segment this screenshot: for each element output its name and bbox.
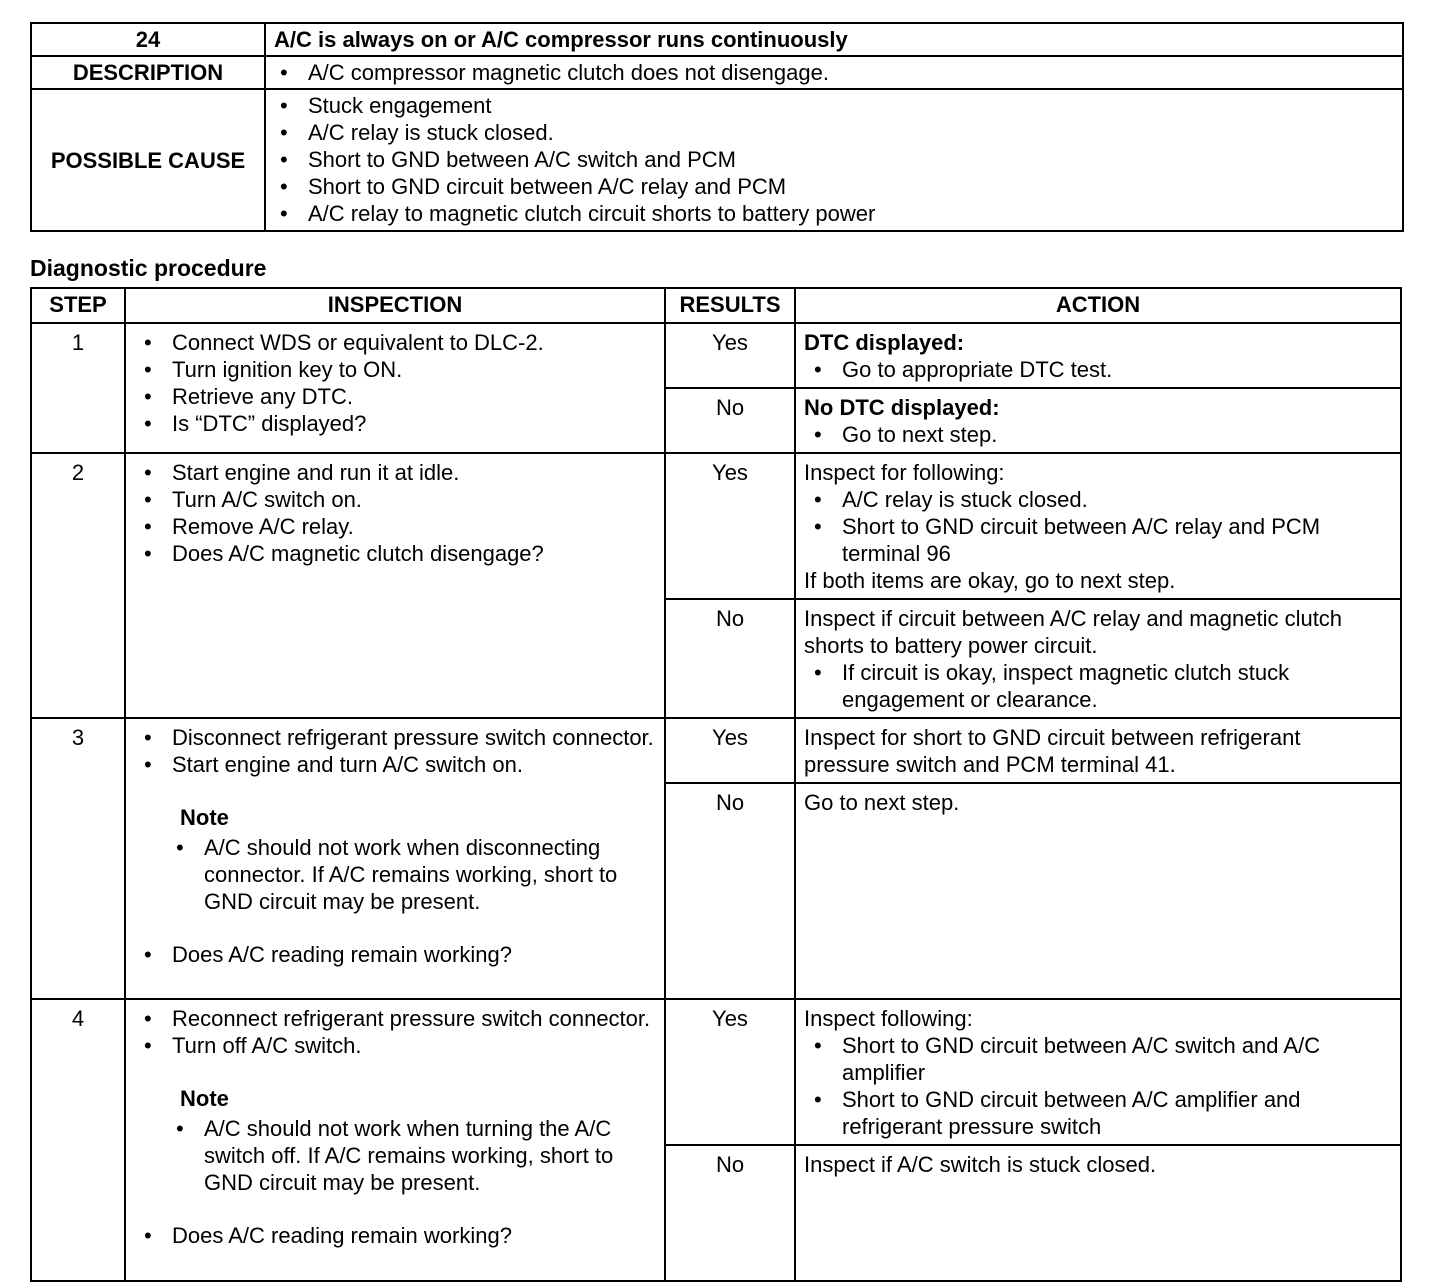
action-item: • Short to GND circuit between A/C relay and PCM terminal 96 [804,513,1392,567]
diagnostic-procedure-table [30,287,1402,1282]
inspection-item: • Reconnect refrigerant pressure switch connector. [142,1005,656,1032]
dtc-header-row [31,23,1403,56]
description-text: • A/C compressor magnetic clutch does not disengage. [278,59,1394,86]
step-4-yes-action [795,999,1401,1145]
step-3-yes-row [31,718,1401,783]
step-1-yes-row [31,323,1401,388]
action-item: • Short to GND circuit between A/C switch and A/C amplifier [804,1032,1392,1086]
possible-cause-item: • Short to GND circuit between A/C relay and PCM [278,173,1394,200]
possible-cause-item: • Stuck engagement [278,92,1394,119]
step-2-no-action [795,599,1401,718]
note-text: • A/C should not work when turning the A/C switch off. If A/C remains working, short to GND circuit may be present. [180,1115,656,1196]
procedure-title: Diagnostic procedure [30,255,267,281]
action-outro: If both items are okay, go to next step. [804,568,1176,593]
note-title: Note [180,1086,229,1111]
action-item: • Short to GND circuit between A/C amplifier and refrigerant pressure switch [804,1086,1392,1140]
result-yes: Yes [665,453,795,599]
result-no: No [665,1145,795,1281]
note-block [180,804,656,915]
possible-cause-label: POSSIBLE CAUSE [31,89,265,231]
inspection-item: • Retrieve any DTC. [142,383,656,410]
inspection-item: • Turn A/C switch on. [142,486,656,513]
action-header: ACTION [795,288,1401,323]
action-item: • A/C relay is stuck closed. [804,486,1392,513]
step-number: 3 [31,718,125,999]
result-yes: Yes [665,718,795,783]
possible-cause-item: • A/C relay is stuck closed. [278,119,1394,146]
possible-cause-item: • A/C relay to magnetic clutch circuit shorts to battery power [278,200,1394,227]
action-intro: Inspect following: [804,1006,973,1031]
procedure-header-row [31,288,1401,323]
step-2-yes-action [795,453,1401,599]
possible-cause-row [31,89,1403,231]
inspection-item: • Remove A/C relay. [142,513,656,540]
step-1-inspection [125,323,665,453]
inspection-item: • Start engine and turn A/C switch on. [142,751,656,778]
inspection-header: INSPECTION [125,288,665,323]
possible-cause-item: • Short to GND between A/C switch and PCM [278,146,1394,173]
inspection-item: • Disconnect refrigerant pressure switch connector. [142,724,656,751]
step-4-inspection [125,999,665,1281]
description-label: DESCRIPTION [31,56,265,89]
inspection-item: • Start engine and run it at idle. [142,459,656,486]
description-row [31,56,1403,89]
action-title: DTC displayed: [804,330,965,355]
note-block [180,1085,656,1196]
results-header: RESULTS [665,288,795,323]
inspection-item: • Turn ignition key to ON. [142,356,656,383]
step-3-yes-action: Inspect for short to GND circuit between refrigerant pressure switch and PCM terminal 41. [795,718,1401,783]
inspection-question: • Does A/C reading remain working? [142,941,656,968]
step-3-no-action: Go to next step. [795,783,1401,999]
step-4-no-action: Inspect if A/C switch is stuck closed. [795,1145,1401,1281]
result-yes: Yes [665,999,795,1145]
step-number: 2 [31,453,125,718]
step-header: STEP [31,288,125,323]
result-no: No [665,599,795,718]
step-2-yes-row [31,453,1401,599]
result-no: No [665,783,795,999]
step-2-inspection [125,453,665,718]
note-title: Note [180,805,229,830]
step-1-yes-action [795,323,1401,388]
step-number: 1 [31,323,125,453]
inspection-question: • Does A/C reading remain working? [142,1222,656,1249]
result-no: No [665,388,795,453]
action-item: • Go to next step. [804,421,1392,448]
note-text: • A/C should not work when disconnecting connector. If A/C remains working, short to GND circuit may be present. [180,834,656,915]
dtc-title: A/C is always on or A/C compressor runs continuously [265,23,1403,56]
action-intro: Inspect for following: [804,460,1005,485]
action-item: • If circuit is okay, inspect magnetic clutch stuck engagement or clearance. [804,659,1392,713]
step-1-no-action [795,388,1401,453]
result-yes: Yes [665,323,795,388]
possible-cause-cell [265,89,1403,231]
action-title: No DTC displayed: [804,395,1000,420]
inspection-item: • Does A/C magnetic clutch disengage? [142,540,656,567]
inspection-item: • Is “DTC” displayed? [142,410,656,437]
description-cell [265,56,1403,89]
action-item: • Go to appropriate DTC test. [804,356,1392,383]
inspection-item: • Connect WDS or equivalent to DLC-2. [142,329,656,356]
step-3-inspection [125,718,665,999]
inspection-item: • Turn off A/C switch. [142,1032,656,1059]
action-intro: Inspect if circuit between A/C relay and magnetic clutch shorts to battery power circuit. [804,606,1343,658]
step-number: 4 [31,999,125,1281]
dtc-summary-table [30,22,1404,232]
step-4-yes-row [31,999,1401,1145]
dtc-code: 24 [31,23,265,56]
